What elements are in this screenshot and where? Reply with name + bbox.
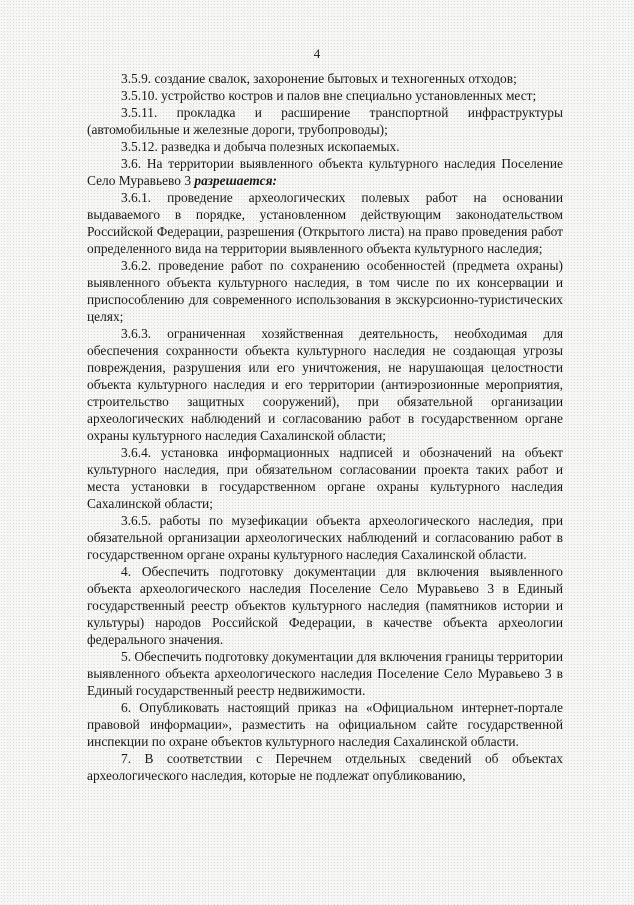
- paragraph-3-5-11: 3.5.11. прокладка и расширение транспортной инфраструктуры (автомобильные и железные дороги, трубопроводы);: [87, 105, 563, 137]
- paragraph-3-5-12: 3.5.12. разведка и добыча полезных ископаемых.: [121, 139, 400, 154]
- paragraph-3-6: [87, 155, 563, 189]
- paragraph-3-6-5: 3.6.5. работы по музефикации объекта археологического наследия, при обязательной организации археологических наблюдений и согласованию работ в государственном органе охраны культурного наследия Сахалинской области.: [87, 513, 563, 562]
- paragraph-3-6-1: 3.6.1. проведение археологических полевых работ на основании выдаваемого в порядке, установленном действующим законодательством Российской Федерации, разрешения (Открытого листа) на право проведения работ определенного вида на территории выявленного объекта культурного наследия;: [87, 190, 563, 256]
- page-number: 4: [313, 46, 321, 61]
- paragraph-3-6-text: 3.6. На территории выявленного объекта культурного наследия Поселение Село Муравьево 3: [87, 156, 563, 188]
- paragraph-3-6-2: 3.6.2. проведение работ по сохранению особенностей (предмета охраны) выявленного объекта культурного наследия, в том числе по их консервации и приспособлению для современного использования в экскурсионно-туристических целях;: [87, 258, 563, 324]
- paragraph-3-6-4: 3.6.4. установка информационных надписей и обозначений на объект культурного наследия, при обязательном согласовании проекта таких работ и места установки в государственном органе охраны культурного наследия Сахалинской области;: [87, 445, 563, 511]
- paragraph-7: 7. В соответствии с Перечнем отдельных сведений об объектах археологического наследия, которые не подлежат опубликованию,: [87, 751, 563, 783]
- paragraph-6: 6. Опубликовать настоящий приказ на «Официальном интернет-портале правовой информации», разместить на официальном сайте государственной инспекции по охране объектов культурного наследия Сахалинской области.: [87, 700, 563, 749]
- paragraph-4: 4. Обеспечить подготовку документации для включения выявленного объекта археологического наследия Поселение Село Муравьево 3 в Единый государственный реестр объектов культурного наследия (памятников истории и культуры) народов Российской Федерации, в качестве объекта археологии федерального значения.: [87, 564, 563, 647]
- paragraph-3-6-emphasis: разрешается:: [194, 173, 277, 188]
- paragraph-3-6-3: 3.6.3. ограниченная хозяйственная деятельность, необходимая для обеспечения сохранности объекта культурного наследия не создающая угрозы повреждения, разрушения или его уничтожения, не нарушающая целостности объекта культурного наследия и его территории (антиэрозионные мероприятия, строительство защитных сооружений), при обязательной организации археологических наблюдений и согласованию работ в государственном органе охраны культурного наследия Сахалинской области;: [87, 326, 563, 443]
- paragraph-3-5-9: 3.5.9. создание свалок, захоронение бытовых и техногенных отходов;: [121, 71, 517, 86]
- document-body: [87, 70, 563, 784]
- paragraph-5: 5. Обеспечить подготовку документации для включения границы территории выявленного объекта археологического наследия Поселение Село Муравьево 3 в Единый государственный реестр недвижимости.: [87, 649, 563, 698]
- paragraph-3-5-10: 3.5.10. устройство костров и палов вне специально установленных мест;: [121, 88, 537, 103]
